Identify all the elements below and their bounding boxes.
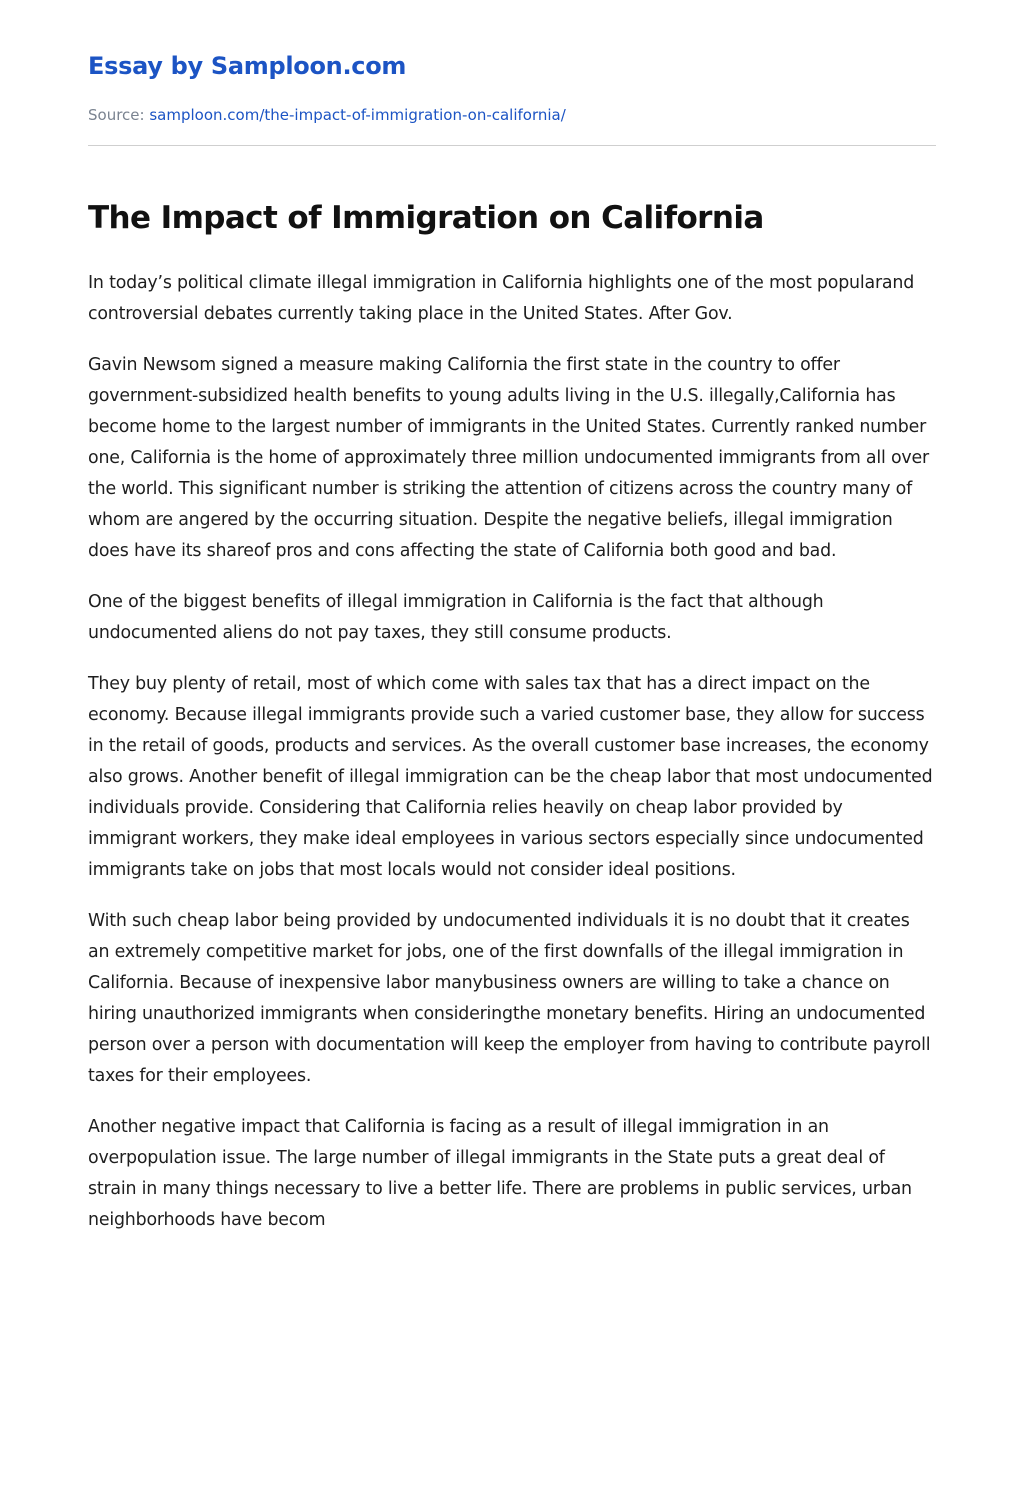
paragraph: They buy plenty of retail, most of which come with sales tax that has a direct impact on the economy. Because illegal immigrants provide such a varied customer base, they allow for success in the retail of goods, products and services. As the overall customer base increases, the economy also grows. Another benefit of illegal immigration can be the cheap labor that most undocumented individuals provide. Considering that California relies heavily on cheap labor provided by immigrant workers, they make ideal employees in various sectors especially since undocumented immigrants take on jobs that most locals would not consider ideal positions. [88, 674, 933, 880]
essay-body [88, 268, 936, 1256]
source-line [88, 106, 566, 124]
paragraph: One of the biggest benefits of illegal immigration in California is the fact that although undocumented aliens do not pay taxes, they still consume products. [88, 592, 824, 643]
paragraph: With such cheap labor being provided by undocumented individuals it is no doubt that it creates an extremely competitive market for jobs, one of the first downfalls of the illegal immigration in California. Because of inexpensive labor manybusiness owners are willing to take a chance on hiring unauthorized immigrants when consideringthe monetary benefits. Hiring an undocumented person over a person with documentation will keep the employer from having to contribute payroll taxes for their employees. [88, 911, 931, 1086]
source-link[interactable]: samploon.com/the-impact-of-immigration-on-california/ [149, 106, 566, 124]
essay-title: The Impact of Immigration on California [88, 200, 764, 236]
source-label: Source: [88, 106, 145, 124]
paragraph: Gavin Newsom signed a measure making California the first state in the country to offer government-subsidized health benefits to young adults living in the U.S. illegally,California has become home to the largest number of immigrants in the United States. Currently ranked number one, California is the home of approximately three million undocumented immigrants from all over the world. This significant number is striking the attention of citizens across the country many of whom are angered by the occurring situation. Despite the negative beliefs, illegal immigration does have its shareof pros and cons affecting the state of California both good and bad. [88, 355, 929, 561]
paragraph: In today’s political climate illegal immigration in California highlights one of the most popularand controversial debates currently taking place in the United States. After Gov. [88, 273, 915, 324]
header-divider [88, 145, 936, 146]
paragraph: Another negative impact that California is facing as a result of illegal immigration in an overpopulation issue. The large number of illegal immigrants in the State puts a great deal of strain in many things necessary to live a better life. There are problems in public services, urban neighborhoods have becom [88, 1117, 912, 1230]
site-brand[interactable]: Essay by Samploon.com [88, 52, 407, 80]
